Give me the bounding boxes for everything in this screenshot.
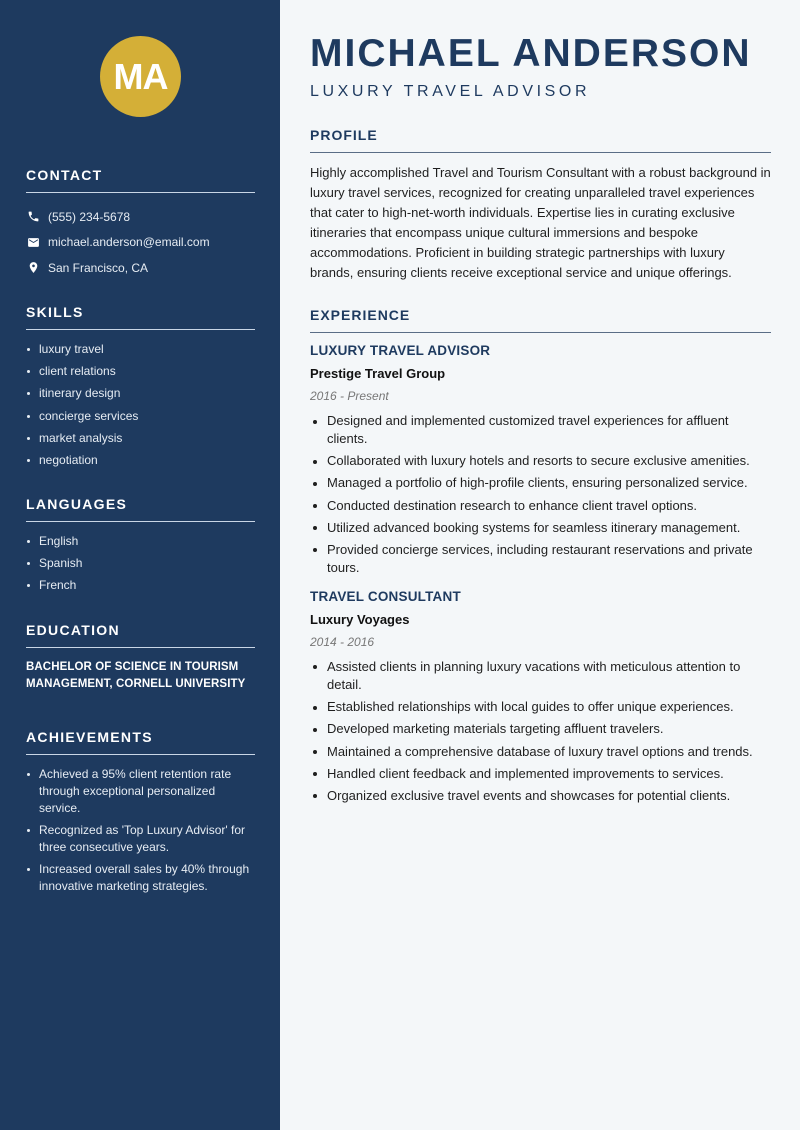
education-degree: BACHELOR OF SCIENCE IN TOURISM MANAGEMENT, CORNELL UNIVERSITY [26, 661, 246, 690]
job-bullet: Handled client feedback and implemented improvements to services. [310, 765, 771, 783]
job-bullet: Organized exclusive travel events and showcases for potential clients. [310, 787, 771, 805]
job-bullet: Maintained a comprehensive database of luxury travel options and trends. [310, 743, 771, 761]
job-bullet: Established relationships with local guides to offer unique experiences. [310, 698, 771, 716]
skill-item: negotiation [26, 452, 255, 469]
experience-heading: EXPERIENCE [310, 307, 771, 333]
languages-list [26, 533, 255, 594]
phone-icon [26, 210, 40, 224]
achievement-item: Increased overall sales by 40% through innovative marketing strategies. [26, 861, 255, 895]
job-dates: 2016 - Present [310, 389, 389, 403]
job-bullet: Designed and implemented customized travel experiences for affluent clients. [310, 412, 771, 448]
achievements-list [26, 766, 255, 895]
email-text: michael.anderson@email.com [48, 235, 210, 250]
candidate-role: LUXURY TRAVEL ADVISOR [310, 83, 591, 100]
profile-section [310, 127, 771, 283]
job-company: Prestige Travel Group [310, 366, 446, 381]
achievement-item: Achieved a 95% client retention rate through exceptional personalized service. [26, 766, 255, 817]
job-bullets [310, 412, 771, 577]
languages-section [26, 496, 255, 600]
location-text: San Francisco, CA [48, 260, 149, 275]
experience-section [310, 307, 771, 817]
avatar [100, 36, 181, 117]
education-section [26, 622, 255, 693]
job-bullet: Developed marketing materials targeting affluent travelers. [310, 720, 771, 738]
job-entry [310, 343, 771, 577]
skill-item: concierge services [26, 408, 255, 425]
profile-heading: PROFILE [310, 127, 771, 153]
avatar-initials: MA [113, 55, 168, 97]
job-title: LUXURY TRAVEL ADVISOR [310, 343, 491, 358]
language-item: French [26, 577, 255, 594]
job-title: TRAVEL CONSULTANT [310, 588, 461, 604]
skills-section [26, 304, 255, 474]
contact-location [26, 255, 255, 281]
language-item: English [26, 533, 255, 550]
email-icon [26, 235, 40, 249]
candidate-name: MICHAEL ANDERSON [310, 32, 752, 75]
sidebar [0, 0, 280, 1130]
job-bullet: Utilized advanced booking systems for seamless itinerary management. [310, 519, 771, 537]
contact-section [26, 167, 255, 281]
phone-text: (555) 234-5678 [48, 209, 131, 224]
achievements-heading: ACHIEVEMENTS [26, 729, 255, 755]
skill-item: itinerary design [26, 385, 255, 402]
contact-phone [26, 204, 255, 230]
contact-email [26, 230, 255, 256]
job-bullets [310, 658, 771, 805]
skills-list [26, 341, 255, 469]
languages-heading: LANGUAGES [26, 496, 255, 522]
contact-heading: CONTACT [26, 167, 255, 193]
job-bullet: Conducted destination research to enhance client travel options. [310, 497, 771, 515]
job-bullet: Assisted clients in planning luxury vacations with meticulous attention to detail. [310, 658, 771, 694]
skill-item: client relations [26, 363, 255, 380]
achievements-section [26, 729, 255, 899]
skill-item: market analysis [26, 430, 255, 447]
skills-heading: SKILLS [26, 304, 255, 330]
location-pin-icon [26, 261, 40, 275]
achievement-item: Recognized as 'Top Luxury Advisor' for three consecutive years. [26, 822, 255, 856]
language-item: Spanish [26, 555, 255, 572]
job-bullet: Managed a portfolio of high-profile clients, ensuring personalized service. [310, 474, 771, 492]
job-bullet: Provided concierge services, including restaurant reservations and private tours. [310, 541, 771, 577]
job-dates: 2014 - 2016 [310, 634, 375, 649]
profile-text: Highly accomplished Travel and Tourism Consultant with a robust background in luxury travel services, recognized for creating unparalleled travel experiences that cater to high-net-worth individuals. Expertise lies in curating exclusive itineraries that encompass unique cultural immersions and bespoke accommodations. Proficient in building strategic partnerships with luxury brands, ensuring clients receive exceptional service and unique offerings. [310, 165, 771, 280]
education-heading: EDUCATION [26, 622, 255, 648]
job-entry [310, 589, 771, 805]
job-company: Luxury Voyages [310, 611, 410, 627]
job-bullet: Collaborated with luxury hotels and resorts to secure exclusive amenities. [310, 452, 771, 470]
skill-item: luxury travel [26, 341, 255, 358]
